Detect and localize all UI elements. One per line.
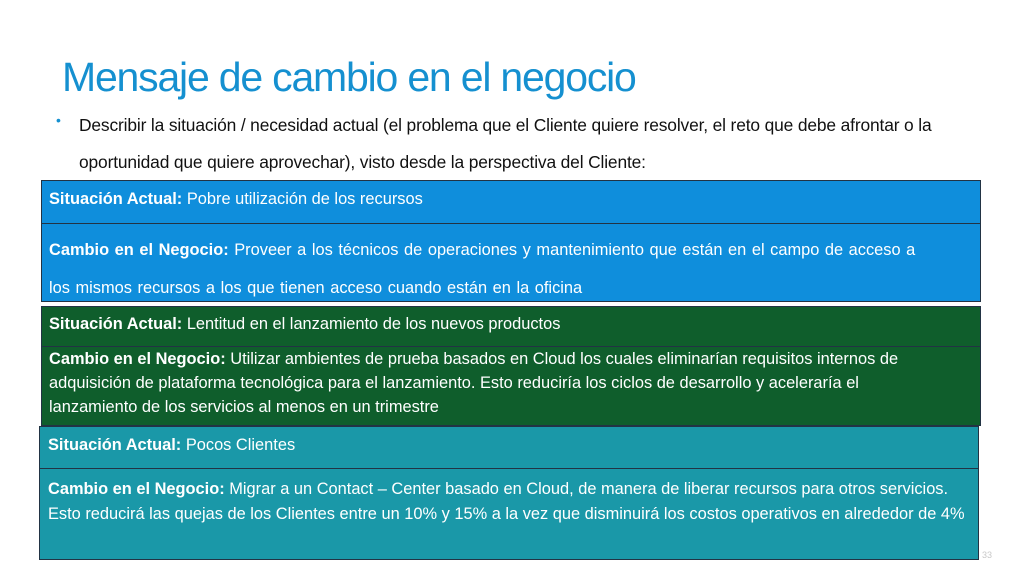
cambio-row — [40, 469, 978, 561]
page-number: 33 — [982, 550, 993, 560]
situacion-text: Lentitud en el lanzamiento de los nuevos productos — [182, 315, 561, 333]
cambio-label: Cambio en el Negocio: — [48, 480, 225, 498]
cambio-label: Cambio en el Negocio: — [49, 350, 226, 368]
slide-title: Mensaje de cambio en el negocio — [62, 54, 636, 100]
change-group-2 — [41, 306, 981, 426]
situacion-row — [40, 427, 978, 469]
cambio-text: Utilizar ambientes de prueba basados en Cloud los cuales eliminarían requisitos internos de adquisición de plataforma tecnológica para el lanzamiento. Esto reduciría los ciclos de desarrollo y aceleraría el lanzamiento de los servicios al menos en un trimestre — [49, 350, 899, 416]
situacion-text: Pocos Clientes — [181, 436, 296, 454]
change-group-1 — [41, 180, 981, 302]
situacion-row — [42, 307, 980, 347]
situacion-label: Situación Actual: — [48, 436, 182, 454]
bullet-marker: • — [56, 112, 61, 128]
cambio-label: Cambio en el Negocio: — [49, 241, 229, 259]
cambio-text: Migrar a un Contact – Center basado en Cloud, de manera de liberar recursos para otros servicios. Esto reducirá las quejas de los Clientes entre un 10% y 15% a la vez que disminuirá los costos operativos en alrededor de 4% — [48, 480, 965, 523]
situacion-row — [42, 181, 980, 224]
cambio-row — [42, 347, 980, 427]
cambio-text: Proveer a los técnicos de operaciones y mantenimiento que están en el campo de acceso a los mismos recursos a los que tienen acceso cuando están en la oficina — [49, 241, 916, 297]
situacion-label: Situación Actual: — [49, 190, 183, 208]
situacion-label: Situación Actual: — [49, 315, 183, 333]
intro-text: Describir la situación / necesidad actual (el problema que el Cliente quiere resolver, el reto que debe afrontar o la oportunidad que quiere aprovechar), visto desde la perspectiva del Cliente: — [79, 115, 932, 172]
change-group-3 — [39, 426, 979, 560]
situacion-text: Pobre utilización de los recursos — [182, 190, 423, 208]
cambio-row — [42, 224, 980, 302]
